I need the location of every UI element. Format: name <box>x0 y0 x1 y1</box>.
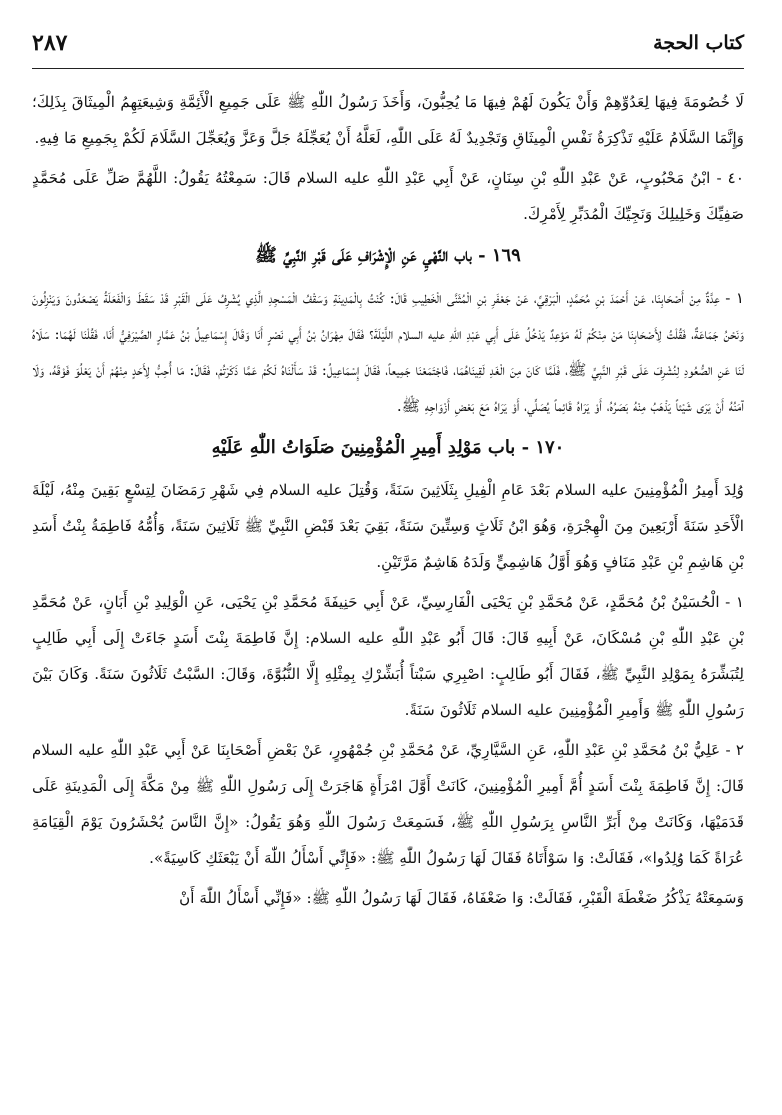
page-number: ٢٨٧ <box>32 30 68 56</box>
hadith-170-2-continued: وَسَمِعَتْهُ يَذْكُرُ ضَغْطَةَ الْقَبْرِ، فَقَالَتْ: وَا ضَعْفَاهُ، فَقَالَ لَهَا رَسُولُ اللّٰهِ ﷺ: «فَإِنِّي أَسْأَلُ اللّٰهَ أَنْ <box>179 889 744 907</box>
page-header <box>32 28 744 69</box>
hadith-170-2: ٢ - عَلِيُّ بْنُ مُحَمَّدِ بْنِ عَبْدِ اللّٰهِ، عَنِ السَّيَّارِيِّ، عَنْ مُحَمَّدِ بْنِ جُمْهُورٍ، عَنْ بَعْضِ أَصْحَابِنَا عَنْ أَبِي عَبْدِ اللّٰهِ عليه السلام قَالَ: إِنَّ فَاطِمَةَ بِنْتَ أَسَدٍ أُمَّ أَمِيرِ الْمُؤْمِنِينَ، كَانَتْ أَوَّلَ امْرَأَةٍ هَاجَرَتْ إِلَى رَسُولِ اللّٰهِ ﷺ مِنْ مَكَّةَ إِلَى الْمَدِينَةِ عَلَى قَدَمَيْهَا، وَكَانَتْ مِنْ أَبَرِّ النَّاسِ بِرَسُولِ اللّٰهِ ﷺ، فَسَمِعَتْ رَسُولَ اللّٰهِ وَهُوَ يَقُولُ: «إِنَّ النَّاسَ يُحْشَرُونَ يَوْمَ الْقِيَامَةِ عُرَاةً كَمَا وُلِدُوا»، فَقَالَتْ: وَا سَوْأَتَاهُ فَقَالَ لَهَا رَسُولُ اللّٰهِ ﷺ: «فَإِنِّي أَسْأَلُ اللّٰهَ أَنْ يَبْعَثَكِ كَاسِيَةً». <box>32 741 744 867</box>
book-title: كتاب الحجة <box>653 32 744 54</box>
paragraph-continuation: لَا خُصُومَةَ فِيهَا لِعَدُوِّهِمْ وَأَنْ يَكُونَ لَهُمْ فِيهَا مَا يُحِبُّونَ، وَأَخَذَ رَسُولُ اللّٰهِ ﷺ عَلَى جَمِيعِ الْأَئِمَّةِ وَشِيعَتِهِمُ الْمِيثَاقَ بِذَلِكَ؛ وَإِنَّمَا السَّلَامُ عَلَيْهِ تَذْكِرَةُ نَفْسِ الْمِيثَاقِ وَتَجْدِيدٌ لَهُ عَلَى اللّٰهِ، لَعَلَّهُ أَنْ يُعَجِّلَهُ جَلَّ وَعَزَّ وَيُعَجِّلَ السَّلَامَ لَكُمْ بِجَمِيعِ مَا فِيهِ. <box>32 93 744 147</box>
chapter-heading-169: ١٦٩ - باب النَّهْيِ عَنِ الْإِشْرَافِ عَلَى قَبْرِ النَّبِيِّ ﷺ <box>255 245 521 266</box>
chapter-heading-170: ١٧٠ - باب مَوْلِدِ أَمِيرِ الْمُؤْمِنِينَ صَلَوَاتُ اللّٰهِ عَلَيْهِ <box>211 437 565 458</box>
chapter-intro: وُلِدَ أَمِيرُ الْمُؤْمِنِينَ عليه السلام بَعْدَ عَامِ الْفِيلِ بِثَلَاثِينَ سَنَةً، وَقُتِلَ عليه السلام فِي شَهْرِ رَمَضَانَ لِتِسْعٍ بَقِينَ مِنْهُ، لَيْلَةَ الْأَحَدِ سَنَةَ أَرْبَعِينَ مِنَ الْهِجْرَةِ، وَهُوَ ابْنُ ثَلَاثٍ وَسِتِّينَ سَنَةً، بَقِيَ بَعْدَ قَبْضِ النَّبِيِّ ﷺ ثَلَاثِينَ سَنَةً، وَأُمُّهُ فَاطِمَةُ بِنْتُ أَسَدِ بْنِ هَاشِمِ بْنِ عَبْدِ مَنَافٍ وَهُوَ أَوَّلُ هَاشِمِيٍّ وَلَدَهُ هَاشِمٌ مَرَّتَيْنِ. <box>32 481 744 571</box>
hadith-170-1: ١ - الْحُسَيْنُ بْنُ مُحَمَّدٍ، عَنْ مُحَمَّدِ بْنِ يَحْيَى الْفَارِسِيِّ، عَنْ أَبِي حَنِيفَةَ مُحَمَّدِ بْنِ يَحْيَى، عَنِ الْوَلِيدِ بْنِ أَبَانٍ، عَنْ مُحَمَّدِ بْنِ عَبْدِ اللّٰهِ بْنِ مُسْكَانَ، عَنْ أَبِيهِ قَالَ: قَالَ أَبُو عَبْدِ اللّٰهِ عليه السلام: إِنَّ فَاطِمَةَ بِنْتَ أَسَدٍ جَاءَتْ إِلَى أَبِي طَالِبٍ لِتُبَشِّرَهُ بِمَوْلِدِ النَّبِيِّ ﷺ، فَقَالَ أَبُو طَالِبٍ: اصْبِرِي سَبْتاً أُبَشِّرْكِ بِمِثْلِهِ إِلَّا النُّبُوَّةَ، وَقَالَ: السَّبْتُ ثَلَاثُونَ سَنَةً. وَكَانَ بَيْنَ رَسُولِ اللّٰهِ ﷺ وَأَمِيرِ الْمُؤْمِنِينَ عليه السلام ثَلَاثُونَ سَنَةً. <box>32 593 744 719</box>
hadith-169-1: ١ - عِدَّةٌ مِنْ أَصْحَابِنَا، عَنْ أَحْمَدَ بْنِ مُحَمَّدٍ، الْبَرْقِيِّ، عَنْ جَعْفَرِ بْنِ الْمُثَنَّى الْخَطِيبِ قَالَ: كُنْتُ بِالْمَدِينَةِ وَسَقْفُ الْمَسْجِدِ الَّذِي يُشْرِفُ عَلَى الْقَبْرِ قَدْ سَقَطَ وَالْفَعَلَةُ يَصْعَدُونَ وَيَنْزِلُونَ وَنَحْنُ جَمَاعَةٌ، فَقُلْتُ لِأَصْحَابِنَا مَنْ مِنْكُمْ لَهُ مَوْعِدٌ يَدْخُلُ عَلَى أَبِي عَبْدِ اللّٰهِ عليه السلام اللَّيْلَةَ؟ فَقَالَ مِهْرَانُ بْنُ أَبِي نَصْرٍ أَنَا وَقَالَ إِسْمَاعِيلُ بْنُ عَمَّارٍ الصَّيْرَفِيُّ أَنَا، فَقُلْنَا لَهُمَا: سَلَاهُ لَنَا عَنِ الصُّعُودِ لِنُشْرِفَ عَلَى قَبْرِ النَّبِيِّ ﷺ، فَلَمَّا كَانَ مِنَ الْغَدِ لَقِينَاهُمَا، فَاجْتَمَعْنَا جَمِيعاً، فَقَالَ إِسْمَاعِيلُ: قَدْ سَأَلْنَاهُ لَكُمْ عَمَّا ذَكَرْتُمْ، فَقَالَ: مَا أُحِبُّ لِأَحَدٍ مِنْهُمْ أَنْ يَعْلُوَ فَوْقَهُ، وَلَا آمَنُهُ أَنْ يَرَى شَيْئاً يَذْهَبُ مِنْهُ بَصَرُهُ، أَوْ يَرَاهُ قَائِماً يُصَلِّي، أَوْ يَرَاهُ مَعَ بَعْضِ أَزْوَاجِهِ ﷺ. <box>32 289 744 415</box>
hadith-40: ٤٠ - ابْنُ مَحْبُوبٍ، عَنْ عَبْدِ اللّٰهِ بْنِ سِنَانٍ، عَنْ أَبِي عَبْدِ اللّٰهِ عليه السلام قَالَ: سَمِعْتُهُ يَقُولُ: اللَّهُمَّ صَلِّ عَلَى مُحَمَّدٍ صَفِيِّكَ وَخَلِيلِكَ وَنَجِيِّكَ الْمُدَبِّرِ لِأَمْرِكَ. <box>32 169 744 223</box>
page-body <box>32 84 744 1101</box>
